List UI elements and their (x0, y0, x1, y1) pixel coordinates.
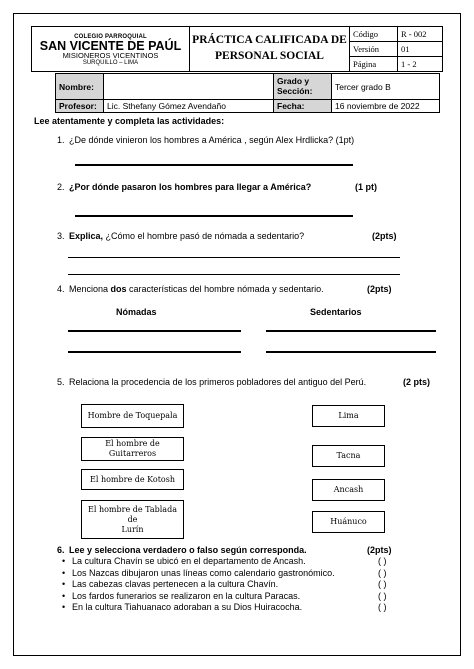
question-3-points: (2pts) (372, 231, 397, 241)
match-right-huanuco[interactable]: Huánuco (312, 511, 385, 533)
profesor-field[interactable]: Lic. Sthefany Gómez Avendaño (104, 100, 274, 113)
nombre-label: Nombre: (56, 74, 104, 100)
match-left-tablada[interactable] (81, 500, 184, 539)
statement-item (62, 579, 422, 591)
grado-label (274, 74, 332, 100)
profesor-label: Profesor: (56, 100, 104, 113)
bullet-dot: • (62, 590, 66, 601)
question-2-text: ¿Por dónde pasaron los hombres para llegar a América? (69, 182, 312, 192)
meta-key-code: Código (350, 27, 398, 42)
document-title (190, 27, 350, 72)
bullet-dot: • (62, 602, 66, 612)
tablada-line-2: Lurín (121, 524, 144, 534)
sedentarios-heading: Sedentarios (310, 307, 362, 317)
question-3-number: 3. (57, 231, 65, 241)
question-1-text: ¿De dónde vinieron los hombres a América , según Alex Hrdlicka? (1pt) (69, 135, 355, 145)
question-6 (57, 545, 307, 556)
bullet-dot: • (62, 567, 66, 578)
document-header (31, 26, 443, 72)
title-line-2: PERSONAL SOCIAL (215, 50, 324, 62)
question-3 (57, 231, 304, 242)
statement-text: La cultura Chavín se ubicó en el departamento de Ancash. (72, 556, 306, 566)
question-6-number: 6. (57, 545, 65, 555)
school-line-1: COLEGIO PARROQUIAL (74, 33, 147, 40)
sedentarios-line-1[interactable] (266, 330, 436, 332)
fecha-label: Fecha: (274, 100, 332, 113)
answer-line-3a[interactable] (68, 257, 400, 258)
question-6-points: (2pts) (367, 545, 392, 555)
meta-value-code: R - 002 (398, 27, 443, 42)
question-3-text: ¿Cómo el hombre pasó de nómada a sedentario? (103, 231, 305, 241)
question-3-bold: Explica, (69, 231, 104, 241)
match-left-kotosh[interactable]: El hombre de Kotosh (81, 469, 184, 490)
answer-parens[interactable]: ( ) (378, 602, 387, 612)
match-left-toquepala[interactable]: Hombre de Toquepala (81, 404, 184, 428)
nombre-field[interactable] (104, 74, 274, 100)
question-5-text: Relaciona la procedencia de los primeros pobladores del antiguo del Perú. (69, 377, 367, 387)
question-5-number: 5. (57, 377, 65, 387)
tablada-line-1: El hombre de Tablada de (88, 504, 177, 524)
school-name: SAN VICENTE DE PAÚL (39, 38, 182, 53)
statement-text: Los fardos funerarios se realizaron en la cultura Paracas. (72, 590, 301, 601)
meta-value-version: 01 (398, 42, 443, 57)
school-logo-block (32, 27, 190, 72)
title-line-1: PRÁCTICA CALIFICADA DE (192, 34, 347, 47)
statement-text: En la cultura Tiahuanaco adoraban a su Dios Huiracocha. (72, 602, 303, 612)
question-1 (57, 135, 354, 146)
answer-parens[interactable]: ( ) (378, 567, 387, 578)
nomadas-heading: Nómadas (116, 307, 157, 317)
question-5 (57, 377, 366, 388)
answer-line-3b[interactable] (68, 274, 400, 275)
statement-item (62, 602, 422, 614)
grado-label-line-2: Sección: (277, 85, 313, 96)
question-2 (57, 182, 311, 193)
bullet-dot: • (62, 579, 66, 589)
statement-item (62, 568, 422, 580)
question-6-text: Lee y selecciona verdadero o falso según corresponda. (69, 545, 307, 555)
nomadas-line-2[interactable] (68, 351, 241, 353)
sedentarios-line-2[interactable] (266, 351, 436, 353)
question-5-points: (2 pts) (403, 377, 430, 387)
grado-label-line-1: Grado y (277, 76, 310, 87)
answer-parens[interactable]: ( ) (378, 579, 387, 589)
question-1-number: 1. (57, 135, 65, 145)
answer-parens[interactable]: ( ) (378, 590, 387, 601)
match-right-ancash[interactable]: Ancash (312, 479, 385, 501)
school-line-3: MISIONEROS VICENTINOS (62, 51, 159, 60)
nomadas-line-1[interactable] (68, 330, 241, 332)
school-location: SURQUILLO – LIMA (82, 59, 139, 66)
question-4-pre: Menciona (69, 284, 111, 294)
grado-field[interactable]: Tercer grado B (332, 74, 440, 100)
meta-key-version: Versión (350, 42, 398, 57)
match-right-tacna[interactable]: Tacna (312, 445, 385, 467)
question-2-number: 2. (57, 182, 65, 192)
question-4-number: 4. (57, 284, 65, 294)
statement-item (62, 591, 422, 603)
question-4-bold: dos (110, 284, 127, 294)
match-right-lima[interactable]: Lima (312, 405, 385, 427)
match-left-guitarreros[interactable]: El hombre de Guitarreros (81, 437, 184, 461)
meta-value-page: 1 - 2 (398, 57, 443, 72)
meta-key-page: Página (350, 57, 398, 72)
statement-text: Las cabezas clavas pertenecen a la cultura Chavín. (72, 579, 279, 589)
question-2-points: (1 pt) (355, 182, 377, 192)
fecha-field[interactable]: 16 noviembre de 2022 (332, 100, 440, 113)
bullet-dot: • (62, 556, 66, 566)
question-4 (57, 284, 324, 295)
instruction: Lee atentamente y completa las actividades: (34, 116, 225, 126)
statement-item (62, 556, 422, 568)
statement-text: Los Nazcas dibujaron unas líneas como calendario gastronómico. (72, 567, 335, 578)
statements-list (62, 556, 422, 614)
answer-line-2[interactable] (75, 215, 353, 217)
question-4-points: (2pts) (367, 284, 392, 294)
question-4-text: características del hombre nómada y sedentario. (126, 284, 324, 294)
answer-line-1[interactable] (75, 164, 353, 166)
answer-parens[interactable]: ( ) (378, 556, 387, 566)
student-info-table (55, 73, 440, 113)
